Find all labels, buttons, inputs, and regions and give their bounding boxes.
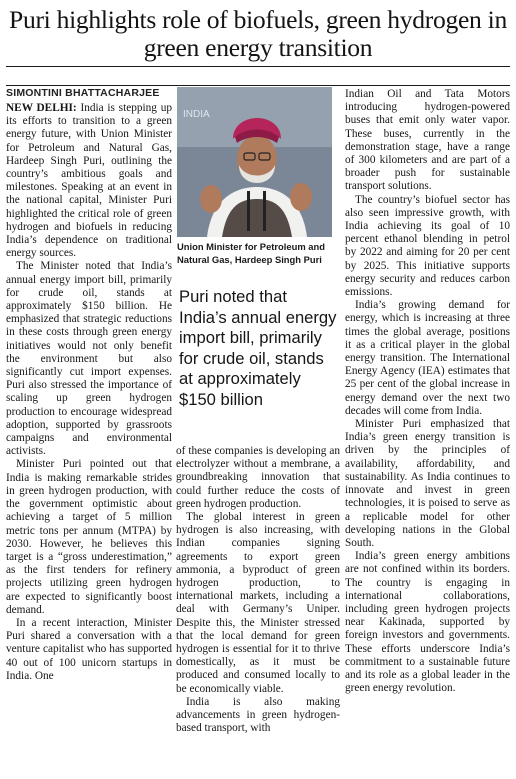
paragraph: Minister Puri pointed out that India is making remarkable strides in green hydrogen production, with the government optimistic about achieving a target of 5 million metric tons per annum (MTPA) by 2030. However, he believes this target is a “gross underestimation,” as the first tenders for refinery projects utilizing green hydrogen are expected to significantly boost demand. bbox=[6, 458, 172, 616]
column-1 bbox=[6, 102, 172, 683]
byline: SIMONTINI BHATTACHARJEE bbox=[6, 87, 160, 99]
dateline: NEW DELHI: bbox=[6, 102, 77, 114]
photo-minister bbox=[177, 87, 332, 237]
minister-photo-illustration bbox=[177, 87, 332, 237]
paragraph: Minister Puri emphasized that India’s green energy transition is driven by the principles of availability, affordability, and sustainability. As India continues to innovate and invest in green technologies, it is poised to serve as a replicable model for other developing nations in the Global South. bbox=[345, 418, 510, 549]
photo-backdrop-text: INDIA bbox=[183, 109, 210, 120]
paragraph-text: India is stepping up its efforts to transition to a green energy future, with Union Minister for Petroleum and Natural Gas, Hardeep Singh Puri, outlining the country’s ambitious goals and milestones. Speaking at an event in the national capital, Minister Puri highlighted the critical role of green hydrogen and biofuels in reducing India’s dependence on traditional energy sources. bbox=[6, 102, 172, 260]
paragraph: India’s growing demand for energy, which is increasing at three times the global average, positions it as a critical player in the global energy transition. The International Energy Agency (IEA) estimates that 25 per cent of the global increase in energy demand over the next two decades will come from India. bbox=[345, 299, 510, 417]
paragraph: of these companies is developing an electrolyzer without a membrane, a groundbreaking innovation that could further reduce the costs of green hydrogen production. bbox=[176, 445, 340, 510]
paragraph: The global interest in green hydrogen is also increasing, with Indian companies signing agreements to export green ammonia, a byproduct of green hydrogen production, to international markets, including a deal with Germany’s Uniper. Despite this, the Minister stressed that the local demand for green hydrogen is essential for it to thrive domestically, as it must be produced and consumed locally to be economically viable. bbox=[176, 511, 340, 695]
paragraph: India’s green energy ambitions are not confined within its borders. The country is engaging in international collaborations, including green hydrogen projects near Kakinada, supported by foreign investors and governments. These efforts underscore India’s commitment to a sustainable future and its role as a global leader in the green energy revolution. bbox=[345, 550, 510, 695]
paragraph: Indian Oil and Tata Motors introducing hydrogen-powered buses that emit only water vapor. These buses, currently in the demonstration stage, have a range of 300 kilometers and are part of a broader push for sustainable transport solutions. bbox=[345, 88, 510, 193]
headline-rule bbox=[6, 66, 510, 67]
column-3 bbox=[345, 88, 510, 695]
paragraph: In a recent interaction, Minister Puri shared a conversation with a venture capitalist who has supported 40 out of 100 unicorn startups in India. One bbox=[6, 616, 172, 682]
paragraph: India is also making advancements in green hydrogen-based transport, with bbox=[176, 695, 340, 735]
byline-rule bbox=[6, 85, 510, 86]
column-2 bbox=[176, 445, 340, 735]
paragraph: The country’s biofuel sector has also seen impressive growth, with India achieving its goal of 10 percent ethanol blending in petrol by 2022 and aiming for 20 per cent by 2025. This initiative supports energy security and reduces carbon emissions. bbox=[345, 193, 510, 299]
pull-quote: Puri noted that India’s annual energy import bill, primarily for crude oil, stands at approximately $150 billion bbox=[179, 287, 337, 409]
headline: Puri highlights role of biofuels, green hydrogen in green energy transition bbox=[9, 5, 507, 62]
photo-caption: Union Minister for Petroleum and Natural Gas, Hardeep Singh Puri bbox=[177, 241, 325, 265]
paragraph: The Minister noted that India’s annual energy import bill, primarily for crude oil, stands at approximately $150 billion. He emphasized that strategic reductions in these costs through green energy initiatives would not only benefit the environment but also significantly cut import expenses. Puri also stressed the importance of scaling up green hydrogen production to encourage widespread adoption, supported by grassroots campaigns and environmental activists. bbox=[6, 260, 172, 458]
paragraph bbox=[6, 102, 172, 260]
